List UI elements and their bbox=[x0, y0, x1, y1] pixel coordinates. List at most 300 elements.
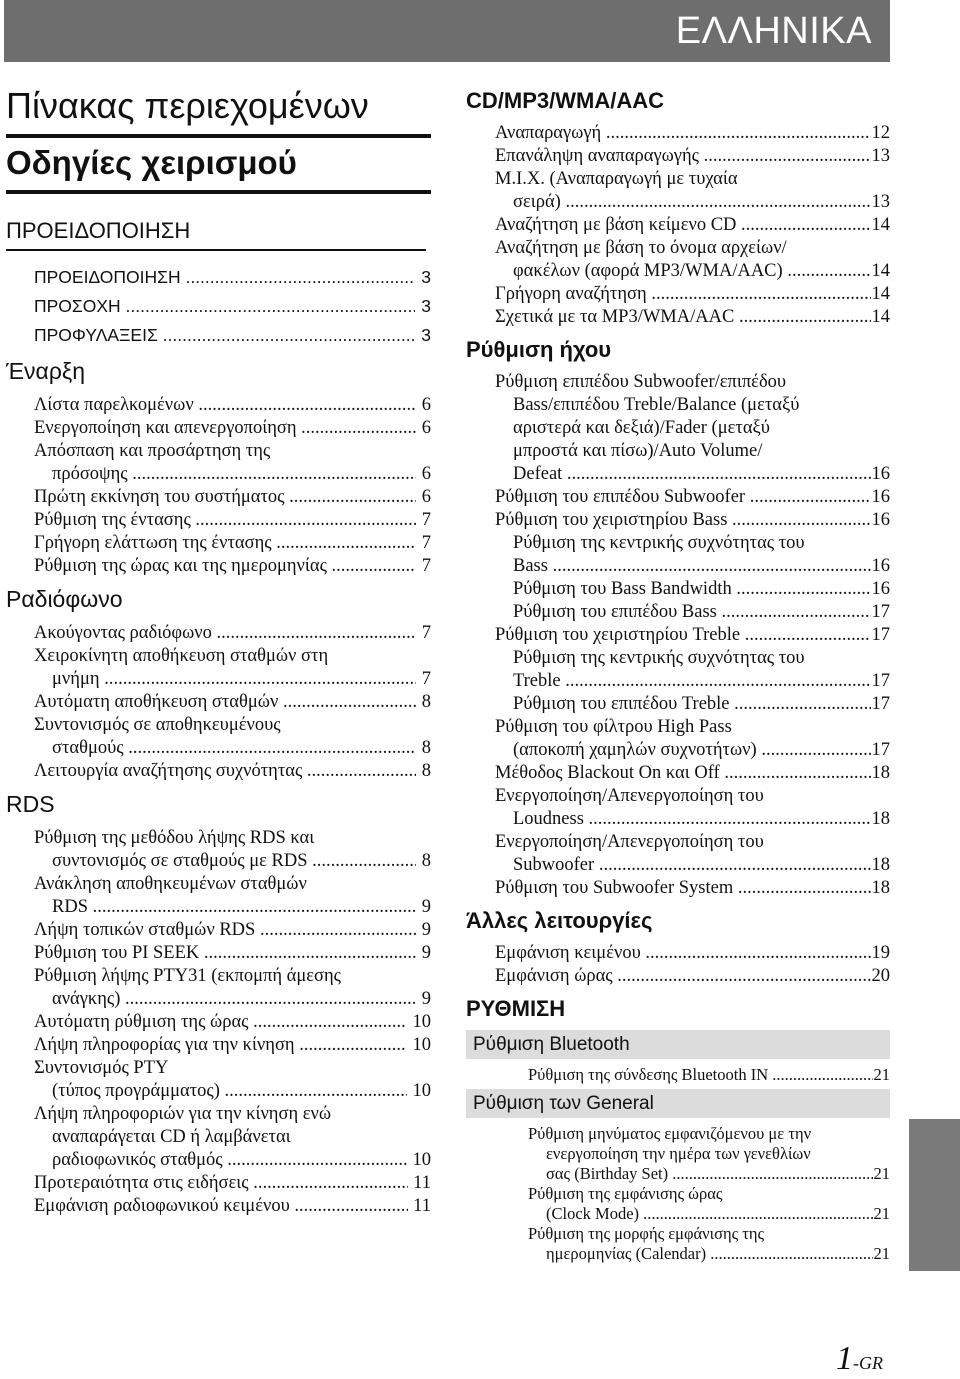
toc-entry-line bbox=[495, 509, 890, 532]
toc-leader-dots bbox=[736, 578, 870, 601]
toc-page-number: 8 bbox=[417, 738, 431, 758]
toc-page-number: 7 bbox=[417, 556, 431, 576]
toc-page-number: 8 bbox=[417, 692, 431, 712]
toc-leader-dots bbox=[565, 191, 870, 214]
toc-leader-dots bbox=[104, 668, 416, 691]
toc-entry[interactable] bbox=[466, 647, 890, 693]
toc-entry[interactable] bbox=[6, 691, 431, 714]
toc-entry-line bbox=[34, 988, 431, 1011]
toc-entry[interactable] bbox=[466, 877, 890, 900]
toc-entry[interactable] bbox=[466, 965, 890, 988]
toc-entry-text: (αποκοπή χαμηλών συχνοτήτων) bbox=[513, 740, 762, 760]
toc-entry-text: Ρύθμιση της σύνδεσης Bluetooth IN bbox=[528, 1065, 773, 1084]
toc-entry-text: Χειροκίνητη αποθήκευση σταθμών στη bbox=[34, 646, 329, 666]
toc-entry[interactable] bbox=[6, 1103, 431, 1172]
toc-leader-dots bbox=[289, 486, 416, 509]
toc-entry-line bbox=[34, 942, 431, 965]
toc-entry[interactable] bbox=[466, 237, 890, 283]
toc-page-number: 20 bbox=[871, 966, 890, 986]
toc-entry[interactable] bbox=[6, 919, 431, 942]
toc-leader-dots bbox=[589, 808, 871, 831]
left-toc-groups bbox=[6, 251, 431, 1218]
toc-entry-text: ΠΡΟΣΟΧΗ bbox=[34, 296, 126, 316]
toc-entry-text: Ρύθμιση του επιπέδου Treble bbox=[513, 694, 735, 714]
toc-entry[interactable] bbox=[466, 168, 890, 214]
toc-entry[interactable] bbox=[6, 1172, 431, 1195]
toc-entry-text: Αναπαραγωγή bbox=[495, 123, 606, 143]
right-toc-groups bbox=[466, 88, 890, 988]
toc-page-number: 18 bbox=[871, 878, 890, 898]
toc-entry-line bbox=[495, 122, 890, 145]
toc-entry-text: Ρύθμιση του επιπέδου Subwoofer bbox=[495, 487, 750, 507]
toc-entry[interactable] bbox=[6, 622, 431, 645]
toc-entry-line bbox=[34, 263, 431, 292]
toc-entry[interactable] bbox=[6, 1057, 431, 1103]
toc-entry-line bbox=[495, 463, 890, 486]
toc-entry-text: Προτεραιότητα στις ειδήσεις bbox=[34, 1173, 254, 1193]
toc-page-number: 9 bbox=[417, 989, 431, 1009]
setup-heading: ΡΥΘΜΙΣΗ bbox=[466, 996, 566, 1021]
toc-entry[interactable] bbox=[466, 486, 890, 509]
toc-list bbox=[6, 263, 431, 350]
toc-entry[interactable] bbox=[6, 417, 431, 440]
toc-page-number: 10 bbox=[407, 1081, 431, 1101]
toc-entry-text: Ρύθμιση της κεντρικής συχνότητας του bbox=[513, 648, 805, 668]
toc-list bbox=[466, 1124, 890, 1264]
toc-group-heading: Ρύθμιση ήχου bbox=[466, 337, 612, 362]
toc-page-number: 6 bbox=[417, 418, 431, 438]
toc-entry-text: Λήψη πληροφορίας για την κίνηση bbox=[34, 1035, 300, 1055]
toc-entry-text: Ενεργοποίηση/Απενεργοποίηση του bbox=[495, 786, 764, 806]
toc-entry-line bbox=[495, 693, 890, 716]
toc-entry-text: σας (Birthday Set) bbox=[546, 1164, 673, 1183]
toc-entry-line bbox=[34, 1080, 431, 1103]
toc-page-number: 18 bbox=[871, 809, 890, 829]
toc-entry-text: (τύπος προγράμματος) bbox=[52, 1081, 225, 1101]
toc-entry-line bbox=[495, 260, 890, 283]
toc-entry-text: Ρύθμιση του χειριστηρίου Treble bbox=[495, 625, 745, 645]
toc-entry-line bbox=[495, 762, 890, 785]
toc-entry-line bbox=[34, 1011, 431, 1034]
toc-page-number: 17 bbox=[871, 740, 890, 760]
toc-entry-text: ΠΡΟΦΥΛΑΞΕΙΣ bbox=[34, 325, 163, 345]
toc-subsection-bar: Ρύθμιση Bluetooth bbox=[466, 1030, 890, 1059]
toc-entry-line bbox=[495, 965, 890, 988]
toc-page-number: 14 bbox=[871, 307, 890, 327]
toc-entry[interactable] bbox=[466, 831, 890, 877]
toc-entry-text: ΠΡΟΕΙΔΟΠΟΙΗΣΗ bbox=[34, 267, 186, 287]
toc-entry[interactable] bbox=[466, 762, 890, 785]
toc-entry-text: Ακούγοντας ραδιόφωνο bbox=[34, 623, 217, 643]
toc-leader-dots bbox=[772, 1065, 872, 1085]
toc-entry[interactable] bbox=[6, 394, 431, 417]
toc-entry-line bbox=[495, 486, 890, 509]
toc-leader-dots bbox=[253, 1172, 407, 1195]
toc-entry-line bbox=[34, 532, 431, 555]
toc-entry-text: συντονισμός σε σταθμούς με RDS bbox=[52, 851, 313, 871]
toc-entry[interactable] bbox=[6, 509, 431, 532]
section-rule bbox=[6, 190, 431, 194]
toc-entry-text: Subwoofer bbox=[513, 855, 599, 875]
toc-page-number: 7 bbox=[417, 623, 431, 643]
toc-entry-line bbox=[528, 1164, 890, 1184]
left-column bbox=[6, 80, 431, 1218]
toc-entry-text: Πρώτη εκκίνηση του συστήματος bbox=[34, 487, 290, 507]
toc-entry[interactable] bbox=[6, 714, 431, 760]
section-title: Οδηγίες χειρισμού bbox=[6, 144, 297, 181]
toc-leader-dots bbox=[745, 624, 871, 647]
toc-entry-text: RDS bbox=[52, 897, 93, 917]
toc-page-number: 17 bbox=[871, 671, 890, 691]
toc-leader-dots bbox=[651, 283, 870, 306]
toc-entry[interactable] bbox=[6, 440, 431, 486]
toc-leader-dots bbox=[198, 394, 416, 417]
toc-entry-line bbox=[34, 1034, 431, 1057]
toc-entry[interactable] bbox=[466, 716, 890, 762]
toc-entry-text: ενεργοποίηση την ημέρα των γενεθλίων bbox=[546, 1144, 811, 1163]
toc-entry-line bbox=[528, 1065, 890, 1085]
toc-entry-line bbox=[34, 463, 431, 486]
toc-page-number: 3 bbox=[416, 267, 431, 287]
toc-entry-text: μνήμη bbox=[52, 669, 105, 689]
toc-page-number: 12 bbox=[871, 123, 890, 143]
toc-entry-text: Συντονισμός PTY bbox=[34, 1058, 169, 1078]
toc-entry-text: Μέθοδος Blackout On και Off bbox=[495, 763, 725, 783]
toc-entry-line bbox=[34, 321, 431, 350]
toc-leader-dots bbox=[721, 601, 870, 624]
toc-entry-line bbox=[34, 622, 431, 645]
toc-entry[interactable] bbox=[6, 555, 431, 578]
toc-entry-text: σειρά) bbox=[513, 192, 566, 212]
toc-page-number: 9 bbox=[417, 943, 431, 963]
toc-page-number: 16 bbox=[871, 579, 890, 599]
toc-entry-line bbox=[495, 214, 890, 237]
toc-entry-text: Defeat bbox=[513, 464, 567, 484]
toc-leader-dots bbox=[739, 306, 871, 329]
toc-page-number: 21 bbox=[873, 1164, 890, 1183]
toc-page-number: 13 bbox=[871, 192, 890, 212]
toc-leader-dots bbox=[253, 1011, 407, 1034]
toc-leader-dots bbox=[332, 555, 417, 578]
toc-leader-dots bbox=[606, 122, 871, 145]
toc-entry-text: Εμφάνιση ραδιοφωνικού κειμένου bbox=[34, 1196, 295, 1216]
toc-entry[interactable] bbox=[466, 306, 890, 329]
toc-entry-line bbox=[495, 877, 890, 900]
toc-list bbox=[466, 122, 890, 329]
toc-entry[interactable] bbox=[6, 965, 431, 1011]
toc-entry-text: πρόσοψης bbox=[52, 464, 133, 484]
toc-leader-dots bbox=[704, 145, 871, 168]
right-column bbox=[466, 80, 890, 1264]
toc-entry-text: (Clock Mode) bbox=[546, 1204, 644, 1223]
page-suffix: -GR bbox=[853, 1353, 883, 1373]
toc-entry-text: Ανάκληση αποθηκευμένων σταθμών bbox=[34, 874, 307, 894]
toc-page-number: 14 bbox=[871, 215, 890, 235]
toc-entry[interactable] bbox=[466, 371, 890, 486]
toc-leader-dots bbox=[307, 760, 416, 783]
toc-entry-text: Ενεργοποίηση/Απενεργοποίηση του bbox=[495, 832, 764, 852]
toc-entry[interactable] bbox=[466, 693, 890, 716]
toc-entry-text: Απόσπαση και προσάρτηση της bbox=[34, 441, 271, 461]
toc-entry-text: Αναζήτηση με βάση το όνομα αρχείων/ bbox=[495, 238, 787, 258]
toc-entry-line bbox=[34, 509, 431, 532]
toc-entry-text: Σχετικά με τα MP3/WMA/AAC bbox=[495, 307, 739, 327]
toc-entry-line bbox=[495, 942, 890, 965]
toc-page-number: 3 bbox=[416, 296, 431, 316]
toc-page-number: 16 bbox=[871, 487, 890, 507]
toc-entry[interactable] bbox=[6, 827, 431, 873]
toc-page-number: 18 bbox=[871, 763, 890, 783]
toc-entry-text: Ρύθμιση του Bass Bandwidth bbox=[513, 579, 737, 599]
toc-leader-dots bbox=[565, 670, 870, 693]
toc-entry-text: αριστερά και δεξιά)/Fader (μεταξύ bbox=[513, 418, 770, 438]
toc-entry-text: Ρύθμιση επιπέδου Subwoofer/επιπέδου bbox=[495, 372, 787, 392]
toc-entry-text: Αυτόματη ρύθμιση της ώρας bbox=[34, 1012, 254, 1032]
toc-entry[interactable] bbox=[466, 145, 890, 168]
toc-page-number: 21 bbox=[873, 1244, 890, 1263]
toc-list bbox=[466, 371, 890, 900]
toc-leader-dots bbox=[617, 965, 870, 988]
toc-entry-line bbox=[495, 555, 890, 578]
toc-page-number: 7 bbox=[417, 533, 431, 553]
toc-entry-text: σταθμούς bbox=[52, 738, 129, 758]
toc-leader-dots bbox=[672, 1164, 872, 1184]
toc-entry[interactable] bbox=[466, 785, 890, 831]
toc-entry-text: Ρύθμιση του Subwoofer System bbox=[495, 878, 738, 898]
toc-entry-line bbox=[495, 191, 890, 214]
toc-leader-dots bbox=[276, 532, 416, 555]
toc-entry-text: Λήψη τοπικών σταθμών RDS bbox=[34, 920, 260, 940]
toc-page-number: 9 bbox=[417, 897, 431, 917]
toc-entry-text: Εμφάνιση ώρας bbox=[495, 966, 618, 986]
toc-entry-line bbox=[34, 896, 431, 919]
toc-entry-text: Ρύθμιση της μορφής εμφάνισης της bbox=[528, 1224, 765, 1243]
toc-page-number: 17 bbox=[871, 694, 890, 714]
toc-leader-dots bbox=[283, 691, 416, 714]
toc-entry-line bbox=[495, 624, 890, 647]
toc-entry[interactable] bbox=[6, 263, 431, 292]
toc-entry-text: Ρύθμιση λήψης PTY31 (εκπομπή άμεσης bbox=[34, 966, 341, 986]
toc-entry[interactable] bbox=[6, 645, 431, 691]
toc-entry[interactable] bbox=[466, 942, 890, 965]
toc-entry-line bbox=[495, 283, 890, 306]
toc-entry-text: Λήψη πληροφοριών για την κίνηση ενώ bbox=[34, 1104, 332, 1124]
toc-page-number: 8 bbox=[417, 761, 431, 781]
toc-page-number: 19 bbox=[871, 943, 890, 963]
toc-leader-dots bbox=[217, 622, 417, 645]
toc-entry-text: Loudness bbox=[513, 809, 589, 829]
toc-page-number: 10 bbox=[407, 1035, 431, 1055]
toc-entry-line bbox=[34, 394, 431, 417]
toc-entry-line bbox=[34, 737, 431, 760]
toc-entry-line bbox=[495, 601, 890, 624]
toc-leader-dots bbox=[761, 739, 870, 762]
toc-entry-text: Ρύθμιση της έντασης bbox=[34, 510, 196, 530]
toc-entry-text: Ενεργοποίηση και απενεργοποίηση bbox=[34, 418, 302, 438]
toc-entry[interactable] bbox=[6, 873, 431, 919]
toc-entry-line bbox=[34, 919, 431, 942]
toc-entry[interactable] bbox=[6, 1011, 431, 1034]
toc-group-heading: CD/MP3/WMA/AAC bbox=[466, 88, 664, 113]
toc-page-number: 16 bbox=[871, 556, 890, 576]
toc-entry-text: M.I.X. (Αναπαραγωγή με τυχαία bbox=[495, 169, 738, 189]
toc-page-number: 10 bbox=[407, 1012, 431, 1032]
toc-entry-text: Ρύθμιση του χειριστηρίου Bass bbox=[495, 510, 733, 530]
toc-entry-line bbox=[495, 739, 890, 762]
toc-entry[interactable] bbox=[6, 292, 431, 321]
toc-entry[interactable] bbox=[466, 532, 890, 578]
toc-entry[interactable] bbox=[6, 1195, 431, 1218]
toc-page-number: 6 bbox=[417, 395, 431, 415]
toc-entry-text: Αναζήτηση με βάση κείμενο CD bbox=[495, 215, 742, 235]
toc-entry-text: Αυτόματη αποθήκευση σταθμών bbox=[34, 692, 283, 712]
toc-page-number: 16 bbox=[871, 464, 890, 484]
toc-leader-dots bbox=[132, 463, 416, 486]
toc-entry-text: Λειτουργία αναζήτησης συχνότητας bbox=[34, 761, 307, 781]
toc-entry-line bbox=[34, 668, 431, 691]
toc-entry-line bbox=[34, 1149, 431, 1172]
toc-entry-text: Ρύθμιση της ώρας και της ημερομηνίας bbox=[34, 556, 332, 576]
toc-entry-text: Ρύθμιση του φίλτρου High Pass bbox=[495, 717, 732, 737]
toc-leader-dots bbox=[553, 555, 871, 578]
toc-entry-text: Γρήγορη αναζήτηση bbox=[495, 284, 652, 304]
toc-entry-text: αναπαράγεται CD ή λαμβάνεται bbox=[52, 1127, 291, 1147]
toc-entry[interactable] bbox=[466, 214, 890, 237]
toc-leader-dots bbox=[204, 942, 416, 965]
toc-entry-line bbox=[34, 486, 431, 509]
toc-entry[interactable] bbox=[466, 601, 890, 624]
toc-page-number: 9 bbox=[417, 920, 431, 940]
toc-entry[interactable] bbox=[466, 1184, 890, 1224]
toc-entry-line bbox=[495, 854, 890, 877]
side-tab-marker bbox=[909, 1119, 960, 1271]
toc-entry[interactable] bbox=[466, 1124, 890, 1184]
toc-leader-dots bbox=[195, 509, 416, 532]
toc-entry-text: Ρύθμιση μηνύματος εμφανιζόμενου με την bbox=[528, 1124, 812, 1143]
toc-leader-dots bbox=[128, 737, 416, 760]
toc-page-number: 10 bbox=[407, 1150, 431, 1170]
toc-entry-line bbox=[528, 1244, 890, 1264]
toc-leader-dots bbox=[710, 1244, 872, 1264]
toc-leader-dots bbox=[312, 850, 416, 873]
toc-leader-dots bbox=[741, 214, 870, 237]
toc-subsection-bar: Ρύθμιση των General bbox=[466, 1089, 890, 1118]
toc-entry-text: Γρήγορη ελάττωση της έντασης bbox=[34, 533, 277, 553]
toc-entry-text: ραδιοφωνικός σταθμός bbox=[52, 1150, 228, 1170]
toc-list bbox=[6, 827, 431, 1218]
toc-entry-text: ημερομηνίας (Calendar) bbox=[546, 1244, 711, 1263]
toc-entry-line bbox=[495, 145, 890, 168]
toc-entry[interactable] bbox=[6, 760, 431, 783]
toc-leader-dots bbox=[738, 877, 871, 900]
toc-entry[interactable] bbox=[6, 486, 431, 509]
warning-heading: ΠΡΟΕΙΔΟΠΟΙΗΣΗ bbox=[6, 218, 191, 243]
page-number-value: 1 bbox=[836, 1340, 853, 1377]
title-rule bbox=[6, 134, 431, 138]
toc-page-number: 17 bbox=[871, 625, 890, 645]
toc-leader-dots bbox=[301, 417, 416, 440]
page-number bbox=[836, 1342, 883, 1379]
toc-leader-dots bbox=[227, 1149, 407, 1172]
toc-group-heading: Έναρξη bbox=[6, 358, 86, 384]
toc-entry-line bbox=[34, 850, 431, 873]
toc-leader-dots bbox=[567, 463, 871, 486]
toc-entry-text: Ρύθμιση της εμφάνισης ώρας bbox=[528, 1184, 723, 1203]
toc-entry-line bbox=[528, 1204, 890, 1224]
toc-entry[interactable] bbox=[6, 532, 431, 555]
toc-leader-dots bbox=[93, 896, 417, 919]
language-banner bbox=[4, 0, 890, 62]
toc-leader-dots bbox=[732, 509, 870, 532]
toc-page-number: 7 bbox=[417, 669, 431, 689]
toc-leader-dots bbox=[643, 1204, 872, 1224]
toc-leader-dots bbox=[225, 1080, 407, 1103]
toc-entry[interactable] bbox=[466, 283, 890, 306]
toc-entry-text: Bass bbox=[513, 556, 553, 576]
toc-entry[interactable] bbox=[466, 1224, 890, 1264]
toc-entry-text: Επανάληψη αναπαραγωγής bbox=[495, 146, 704, 166]
toc-entry-line bbox=[495, 578, 890, 601]
toc-entry[interactable] bbox=[466, 624, 890, 647]
toc-entry-line bbox=[495, 670, 890, 693]
toc-group-heading: RDS bbox=[6, 791, 55, 817]
toc-entry-line bbox=[34, 691, 431, 714]
toc-entry-text: μπροστά και πίσω)/Auto Volume/ bbox=[513, 441, 763, 461]
toc-leader-dots bbox=[724, 762, 870, 785]
toc-page-number: 3 bbox=[416, 325, 431, 345]
toc-leader-dots bbox=[126, 292, 416, 321]
toc-entry-line bbox=[34, 417, 431, 440]
language-label: ΕΛΛΗΝΙΚΑ bbox=[675, 10, 872, 52]
toc-entry-text: Treble bbox=[513, 671, 566, 691]
toc-entry[interactable] bbox=[6, 942, 431, 965]
toc-leader-dots bbox=[734, 693, 870, 716]
toc-list bbox=[6, 622, 431, 783]
toc-page-number: 7 bbox=[417, 510, 431, 530]
setup-subsections bbox=[466, 1030, 890, 1264]
toc-entry-text: Συντονισμός σε αποθηκευμένους bbox=[34, 715, 281, 735]
toc-leader-dots bbox=[294, 1195, 407, 1218]
toc-entry[interactable] bbox=[6, 1034, 431, 1057]
toc-entry-line bbox=[34, 760, 431, 783]
toc-entry[interactable] bbox=[466, 509, 890, 532]
toc-entry[interactable] bbox=[6, 321, 431, 350]
toc-group-heading: Άλλες λειτουργίες bbox=[466, 908, 653, 933]
toc-page-number: 16 bbox=[871, 510, 890, 530]
toc-page-number: 21 bbox=[873, 1204, 890, 1223]
toc-page-number: 21 bbox=[873, 1065, 890, 1084]
toc-list bbox=[466, 1065, 890, 1085]
toc-leader-dots bbox=[787, 260, 870, 283]
toc-entry-line bbox=[495, 306, 890, 329]
toc-page-number: 11 bbox=[408, 1173, 431, 1193]
toc-entry-text: Εμφάνιση κειμένου bbox=[495, 943, 646, 963]
toc-page-number: 18 bbox=[871, 855, 890, 875]
toc-entry-text: φακέλων (αφορά MP3/WMA/AAC) bbox=[513, 261, 788, 281]
toc-entry[interactable] bbox=[466, 578, 890, 601]
toc-page-number: 6 bbox=[417, 487, 431, 507]
toc-list bbox=[466, 942, 890, 988]
toc-page-number: 17 bbox=[871, 602, 890, 622]
toc-entry-text: ανάγκης) bbox=[52, 989, 126, 1009]
toc-leader-dots bbox=[645, 942, 870, 965]
toc-page-number: 13 bbox=[871, 146, 890, 166]
toc-entry[interactable] bbox=[466, 122, 890, 145]
toc-entry-text: Ρύθμιση της κεντρικής συχνότητας του bbox=[513, 533, 805, 553]
toc-page-number: 14 bbox=[871, 261, 890, 281]
toc-page-number: 6 bbox=[417, 464, 431, 484]
toc-entry[interactable] bbox=[466, 1065, 890, 1085]
